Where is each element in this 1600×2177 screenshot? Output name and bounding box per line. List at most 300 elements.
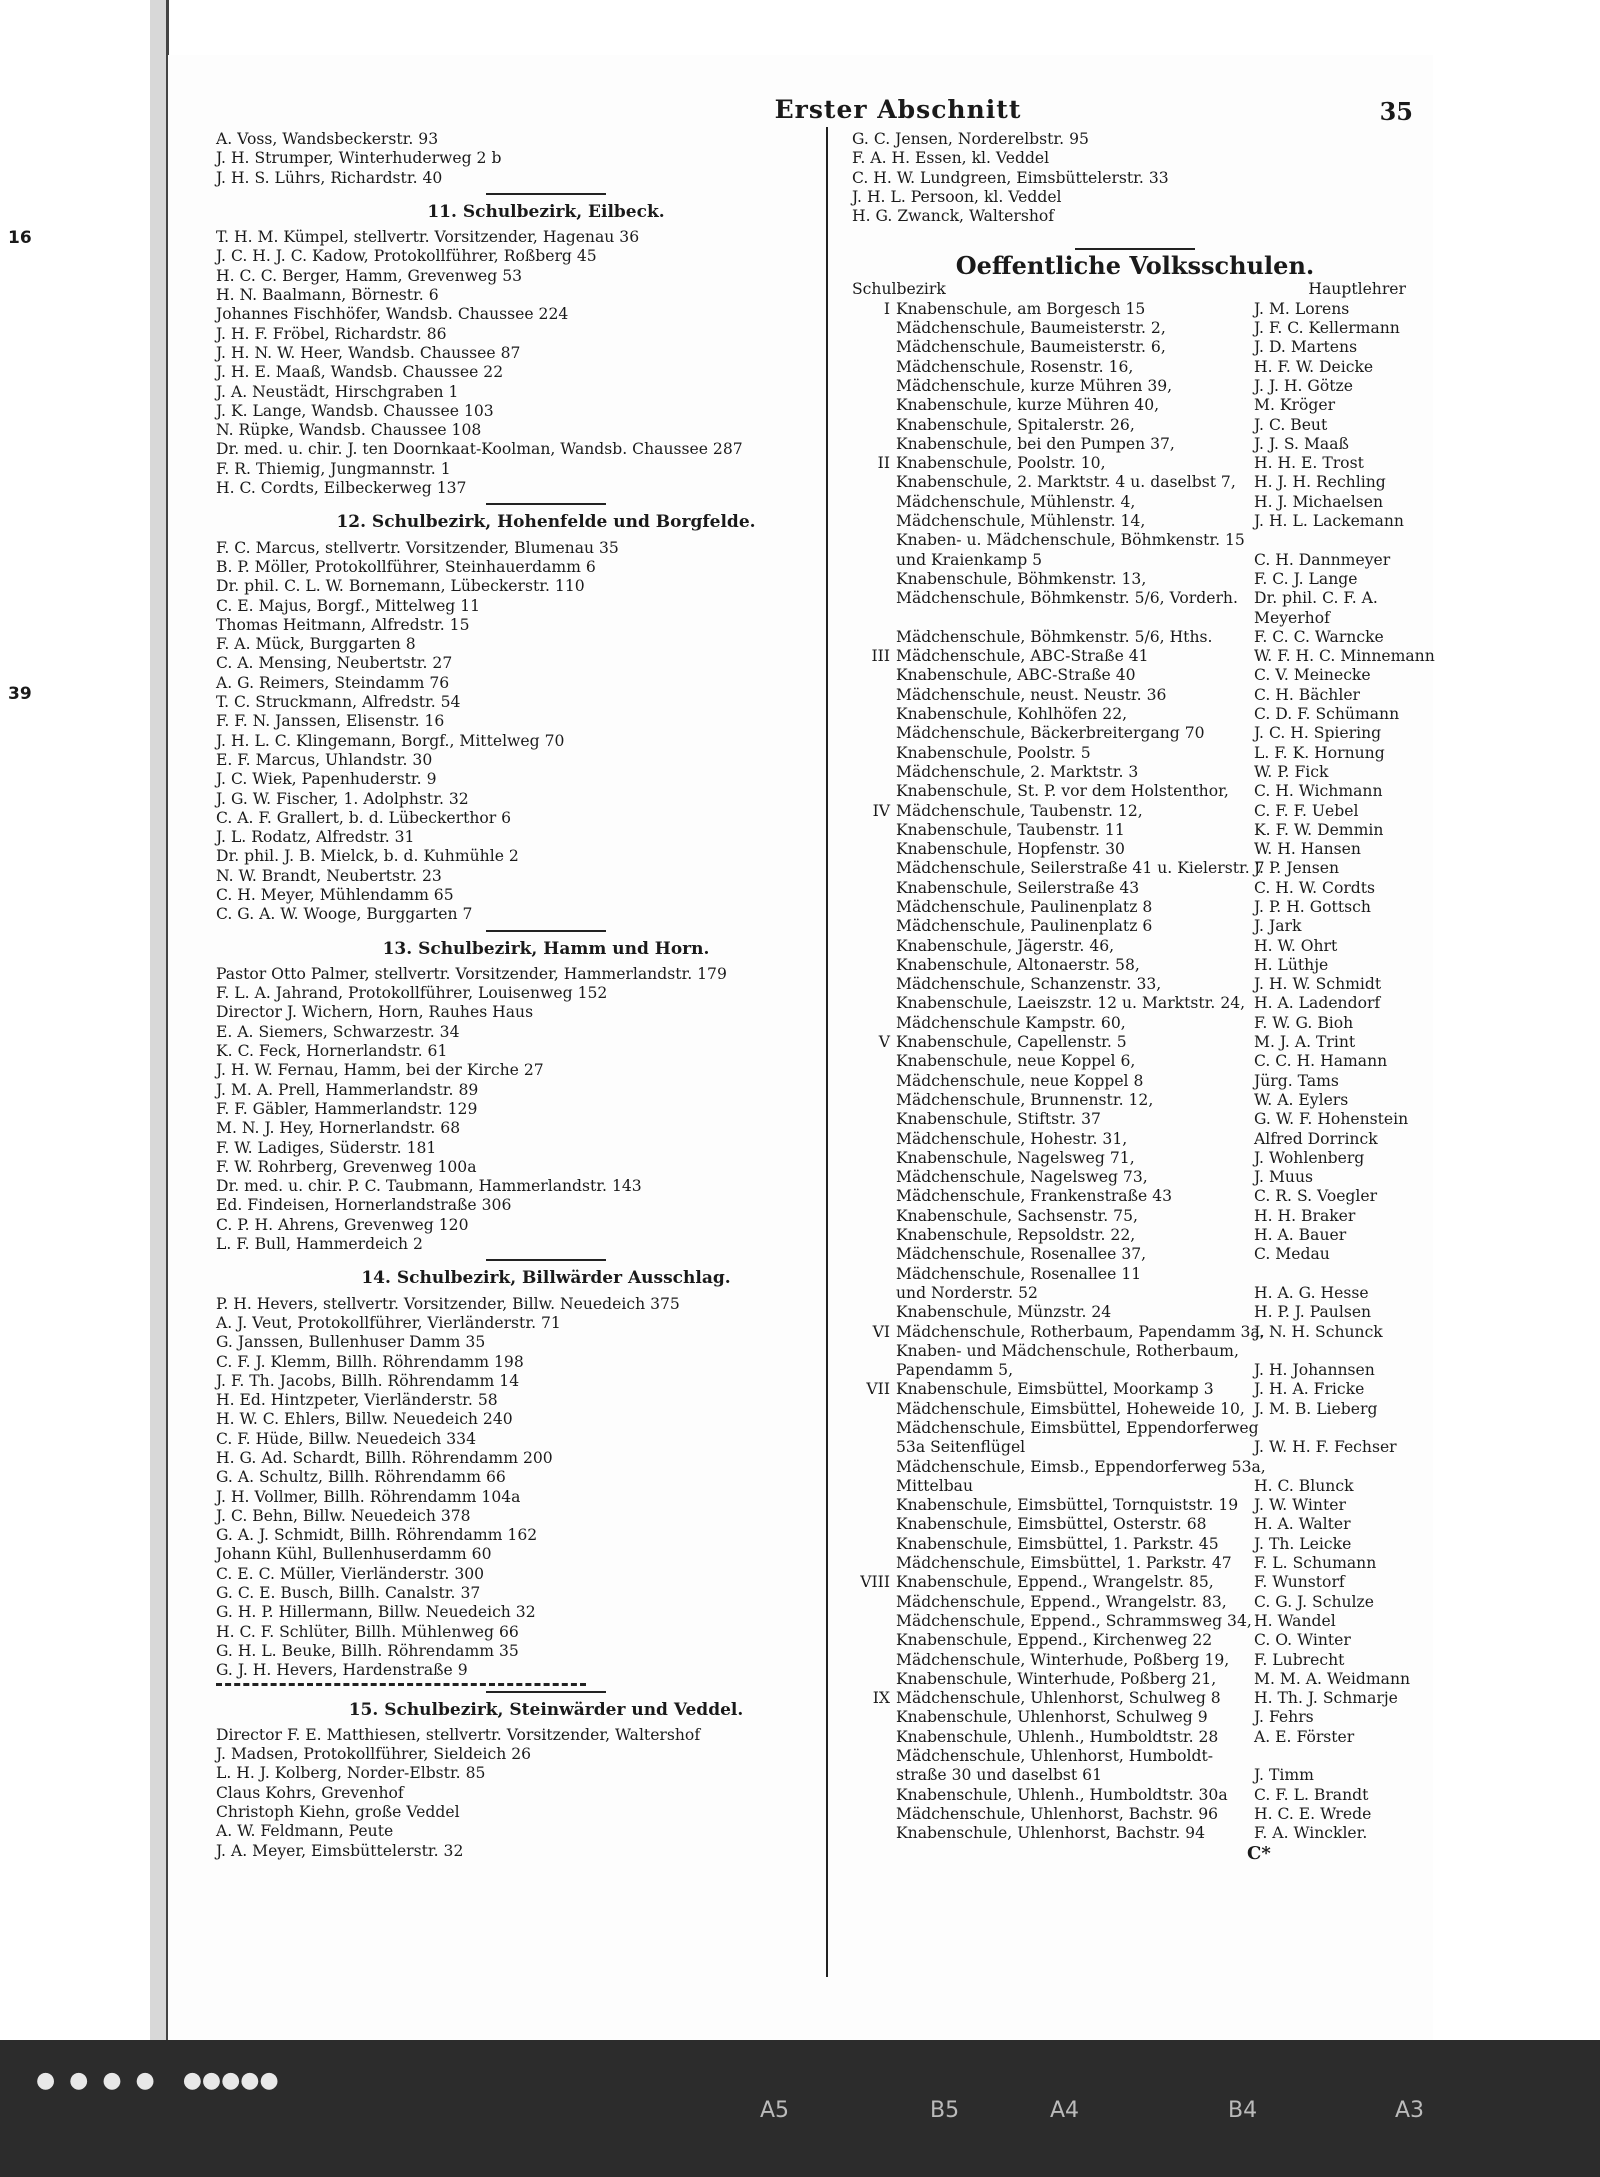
list-item: H. C. F. Schlüter, Billh. Mühlenweg 66 <box>216 1622 519 1641</box>
school-name: Knabenschule, Altonaerstr. 58, <box>896 955 1140 974</box>
table-row <box>852 1747 1418 1766</box>
head-teacher: H. J. Michaelsen <box>1254 492 1383 511</box>
list-item: N. W. Brandt, Neubertstr. 23 <box>216 866 442 885</box>
table-row <box>852 686 1418 705</box>
list-item: K. C. Feck, Hornerlandstr. 61 <box>216 1042 448 1061</box>
list-item: J. G. W. Fischer, 1. Adolphstr. 32 <box>216 789 469 808</box>
school-name: Knabenschule, Kohlhöfen 22, <box>896 705 1128 724</box>
list-item: A. G. Reimers, Steindamm 76 <box>216 673 450 692</box>
strip-mark: A5 <box>760 2098 790 2123</box>
head-teacher: H. A. G. Hesse <box>1254 1283 1369 1302</box>
strip-mark: B4 <box>1228 2098 1258 2123</box>
head-teacher: J. W. H. F. Fechser <box>1254 1438 1397 1457</box>
school-name: Knabenschule, Münzstr. 24 <box>896 1303 1112 1322</box>
section-title: 11. Schulbezirk, Eilbeck. <box>427 201 665 222</box>
table-row <box>852 1361 1418 1380</box>
school-name: Knabenschule, Eimsbüttel, Osterstr. 68 <box>896 1515 1207 1534</box>
table-row <box>852 802 1418 821</box>
school-name: und Kraienkamp 5 <box>896 550 1043 569</box>
head-teacher: F. C. C. Warncke <box>1254 627 1384 646</box>
head-teacher: H. J. H. Rechling <box>1254 473 1386 492</box>
list-item: L. H. J. Kolberg, Norder-Elbstr. 85 <box>216 1764 486 1783</box>
list-item: Dr. phil. J. B. Mielck, b. d. Kuhmühle 2 <box>216 847 519 866</box>
right-column <box>852 130 1435 1864</box>
table-row <box>852 1786 1418 1805</box>
list-item: F. A. H. Essen, kl. Veddel <box>852 149 1050 168</box>
school-name: Knabenschule, Eimsbüttel, Tornquiststr. 19 <box>896 1496 1239 1515</box>
table-row <box>852 1033 1418 1052</box>
head-teacher: M. M. A. Weidmann <box>1254 1669 1411 1688</box>
school-name: Mädchenschule, Brunnenstr. 12, <box>896 1090 1154 1109</box>
head-teacher: H. C. Blunck <box>1254 1476 1354 1495</box>
school-name: Mädchenschule, Seilerstraße 41 u. Kielerstr. 7 <box>896 859 1265 878</box>
list-item: Director F. E. Matthiesen, stellvertr. Vorsitzender, Waltershof <box>216 1725 701 1744</box>
table-row <box>852 589 1418 608</box>
list-item: E. F. Marcus, Uhlandstr. 30 <box>216 750 433 769</box>
school-name: Knabenschule, Uhlenhorst, Schulweg 9 <box>896 1708 1208 1727</box>
school-name: Mädchenschule, neust. Neustr. 36 <box>896 685 1167 704</box>
list-item: J. H. L. C. Klingemann, Borgf., Mittelweg 70 <box>216 731 565 750</box>
section-title: 15. Schulbezirk, Steinwärder und Veddel. <box>348 1699 744 1720</box>
list-item: Thomas Heitmann, Alfredstr. 15 <box>216 615 470 634</box>
strip-mark: B5 <box>930 2098 960 2123</box>
head-teacher: H. W. Ohrt <box>1254 936 1338 955</box>
school-name: Knaben- u. Mädchenschule, Böhmkenstr. 15 <box>896 531 1245 550</box>
school-name: Knabenschule, Uhlenh., Humboldtstr. 30a <box>896 1785 1228 1804</box>
head-teacher: H. A. Bauer <box>1254 1226 1347 1245</box>
school-name: Mädchenschule, Mühlenstr. 4, <box>896 492 1136 511</box>
list-item: J. A. Meyer, Eimsbüttelerstr. 32 <box>216 1841 464 1860</box>
school-name: Mädchenschule, Mühlenstr. 14, <box>896 512 1146 531</box>
list-item: J. F. Th. Jacobs, Billh. Röhrendamm 14 <box>216 1371 520 1390</box>
strip-mark: A3 <box>1395 2098 1425 2123</box>
table-row <box>852 1226 1418 1245</box>
table-row <box>852 609 1418 628</box>
head-teacher: H. P. J. Paulsen <box>1254 1303 1372 1322</box>
list-item: G. Janssen, Bullenhuser Damm 35 <box>216 1333 486 1352</box>
table-row <box>852 1612 1418 1631</box>
district-number: VII <box>866 1380 890 1399</box>
head-teacher: C. G. J. Schulze <box>1254 1592 1374 1611</box>
head-teacher: H. F. W. Deicke <box>1254 357 1374 376</box>
table-row <box>852 435 1418 454</box>
school-name: Knabenschule, Eimsbüttel, 1. Parkstr. 45 <box>896 1534 1219 1553</box>
school-name: Knabenschule, ABC-Straße 40 <box>896 666 1136 685</box>
table-row <box>852 1670 1418 1689</box>
school-name: Knabenschule, kurze Mühren 40, <box>896 396 1160 415</box>
film-strip <box>0 2040 1600 2177</box>
head-teacher: C. F. L. Brandt <box>1254 1785 1369 1804</box>
table-row <box>852 1168 1418 1187</box>
list-item: J. C. Behn, Billw. Neuedeich 378 <box>216 1506 471 1525</box>
table-row <box>852 1342 1418 1361</box>
school-name: Mädchenschule, Uhlenhorst, Schulweg 8 <box>896 1689 1221 1708</box>
table-row <box>852 744 1418 763</box>
list-item: F. W. Rohrberg, Grevenweg 100a <box>216 1157 477 1176</box>
list-item: G. C. E. Busch, Billh. Canalstr. 37 <box>216 1584 481 1603</box>
table-row <box>852 1419 1418 1438</box>
school-name: Knabenschule, Nagelsweg 71, <box>896 1148 1135 1167</box>
table-row <box>852 1303 1418 1322</box>
school-name: Knabenschule, Poolstr. 10, <box>896 454 1106 473</box>
district-number: II <box>877 454 890 473</box>
table-row <box>852 1091 1418 1110</box>
list-item: C. F. J. Klemm, Billh. Röhrendamm 198 <box>216 1352 524 1371</box>
table-row <box>852 879 1418 898</box>
table-row <box>852 570 1418 589</box>
head-teacher: J. Wohlenberg <box>1254 1148 1365 1167</box>
school-name: Knabenschule, Taubenstr. 11 <box>896 820 1125 839</box>
head-teacher: H. A. Walter <box>1254 1515 1351 1534</box>
list-item: H. C. Cordts, Eilbeckerweg 137 <box>216 479 467 498</box>
page-binding-edge <box>150 0 169 2040</box>
list-item: J. M. A. Prell, Hammerlandstr. 89 <box>216 1080 479 1099</box>
right-top-entries <box>852 130 1418 226</box>
school-name: Mädchenschule, Eimsbüttel, 1. Parkstr. 47 <box>896 1554 1232 1573</box>
list-item: C. E. C. Müller, Vierländerstr. 300 <box>216 1564 485 1583</box>
list-item: F. F. N. Janssen, Elisenstr. 16 <box>216 712 445 731</box>
head-teacher: K. F. W. Demmin <box>1254 820 1384 839</box>
head-teacher: J. D. Martens <box>1254 338 1358 357</box>
school-name: Mädchenschule, Taubenstr. 12, <box>896 801 1143 820</box>
head-teacher: J. Th. Leicke <box>1254 1534 1352 1553</box>
school-name: Knabenschule, Böhmkenstr. 13, <box>896 569 1147 588</box>
table-row <box>852 937 1418 956</box>
list-item: E. A. Siemers, Schwarzestr. 34 <box>216 1022 460 1041</box>
school-name: Knabenschule, Eppend., Wrangelstr. 85, <box>896 1573 1214 1592</box>
head-teacher: J. M. B. Lieberg <box>1254 1399 1378 1418</box>
table-row <box>852 1631 1418 1650</box>
head-teacher: J. Fehrs <box>1254 1708 1314 1727</box>
list-item: C. P. H. Ahrens, Grevenweg 120 <box>216 1215 469 1234</box>
table-row <box>852 1708 1418 1727</box>
head-teacher: J. F. C. Kellermann <box>1254 319 1400 338</box>
school-name: Mädchenschule, Paulinenplatz 6 <box>896 917 1153 936</box>
section-rule <box>486 193 606 195</box>
list-item: J. H. N. W. Heer, Wandsb. Chaussee 87 <box>216 343 521 362</box>
school-table <box>852 299 1435 1844</box>
list-item: Johannes Fischhöfer, Wandsb. Chaussee 224 <box>216 305 569 324</box>
head-teacher: J. P. H. Gottsch <box>1254 897 1371 916</box>
list-item: N. Rüpke, Wandsb. Chaussee 108 <box>216 421 482 440</box>
list-item: G. C. Jensen, Norderelbstr. 95 <box>852 130 1089 148</box>
head-teacher: J. Muus <box>1254 1168 1314 1187</box>
list-item: G. H. L. Beuke, Billh. Röhrendamm 35 <box>216 1641 519 1660</box>
list-item: H. G. Ad. Schardt, Billh. Röhrendamm 200 <box>216 1449 553 1467</box>
table-row <box>852 377 1418 396</box>
head-teacher: W. A. Eylers <box>1254 1090 1349 1109</box>
school-name: Knabenschule, Eppend., Kirchenweg 22 <box>896 1631 1213 1650</box>
footer-mark: C* <box>1247 1842 1271 1864</box>
table-row <box>852 1651 1418 1670</box>
school-name: Knaben- und Mädchenschule, Rotherbaum, <box>896 1341 1239 1360</box>
school-name: Mädchenschule, Bäckerbreitergang 70 <box>896 724 1205 743</box>
table-row <box>852 493 1418 512</box>
head-teacher: J. J. H. Götze <box>1254 376 1353 395</box>
table-row <box>852 473 1418 492</box>
head-teacher: H. Lüthje <box>1254 955 1329 974</box>
head-teacher: C. D. F. Schümann <box>1254 705 1400 724</box>
head-teacher: C. O. Winter <box>1254 1631 1351 1650</box>
school-name: Knabenschule, St. P. vor dem Holstenthor, <box>896 782 1229 801</box>
table-row <box>852 1573 1418 1592</box>
table-row <box>852 1458 1418 1477</box>
head-teacher: C. H. Dannmeyer <box>1254 550 1391 569</box>
table-row <box>852 1535 1418 1554</box>
list-item: H. Ed. Hintzpeter, Vierländerstr. 58 <box>216 1391 498 1410</box>
table-row <box>852 1149 1418 1168</box>
list-item: B. P. Möller, Protokollführer, Steinhauerdamm 6 <box>216 557 596 576</box>
strip-dots: ● ● ● ● ●●●●● <box>36 2068 279 2093</box>
table-row <box>852 821 1418 840</box>
table-row <box>852 859 1418 878</box>
school-name: Mädchenschule, Uhlenhorst, Bachstr. 96 <box>896 1804 1219 1823</box>
school-name: Knabenschule, neue Koppel 6, <box>896 1052 1136 1071</box>
head-teacher: J. Jark <box>1254 917 1302 936</box>
list-item: T. H. M. Kümpel, stellvertr. Vorsitzender, Hagenau 36 <box>216 228 640 247</box>
school-name: Mädchenschule, Böhmkenstr. 5/6, Vorderh. <box>896 589 1238 608</box>
head-teacher: H. Th. J. Schmarje <box>1254 1689 1398 1708</box>
list-item: Dr. phil. C. L. W. Bornemann, Lübeckerstr. 110 <box>216 577 585 596</box>
school-name: Mädchenschule, Winterhude, Poßberg 19, <box>896 1650 1230 1669</box>
school-name: Knabenschule, Uhlenhorst, Bachstr. 94 <box>896 1824 1206 1843</box>
table-row <box>852 898 1418 917</box>
table-row <box>852 1265 1418 1284</box>
table-row <box>852 358 1418 377</box>
table-row <box>852 1593 1418 1612</box>
section-rule <box>486 1691 606 1693</box>
head-teacher: M. Kröger <box>1254 396 1336 415</box>
list-item: G. A. J. Schmidt, Billh. Röhrendamm 162 <box>216 1526 538 1545</box>
school-name: Knabenschule, 2. Marktstr. 4 u. daselbst 7, <box>896 473 1236 492</box>
school-name: Mädchenschule, Baumeisterstr. 2, <box>896 319 1166 338</box>
list-item: H. N. Baalmann, Börnestr. 6 <box>216 286 439 305</box>
school-name: Mädchenschule, Böhmkenstr. 5/6, Hths. <box>896 627 1213 646</box>
school-name: Knabenschule, Hopfenstr. 30 <box>896 840 1125 859</box>
head-teacher: J. J. S. Maaß <box>1254 434 1349 453</box>
head-teacher: J. H. W. Schmidt <box>1254 975 1382 994</box>
table-row <box>852 531 1418 550</box>
school-name: Knabenschule, Jägerstr. 46, <box>896 936 1115 955</box>
table-row <box>852 917 1418 936</box>
list-item: F. L. A. Jahrand, Protokollführer, Louisenweg 152 <box>216 984 608 1003</box>
document-page <box>168 55 1433 2040</box>
school-name: Mädchenschule, Baumeisterstr. 6, <box>896 338 1166 357</box>
list-item: A. J. Veut, Protokollführer, Vierländerstr. 71 <box>216 1313 561 1332</box>
left-column <box>216 130 876 1861</box>
left-top-entries <box>216 130 876 188</box>
school-name: Mädchenschule Kampstr. 60, <box>896 1013 1126 1032</box>
school-name: Mädchenschule, Eimsb., Eppendorferweg 53a, <box>896 1457 1266 1476</box>
list-item: Director J. Wichern, Horn, Rauhes Haus <box>216 1003 534 1022</box>
school-name: Knabenschule, Repsoldstr. 22, <box>896 1226 1136 1245</box>
page-header <box>168 95 1433 125</box>
list-item: C. H. W. Lundgreen, Eimsbüttelerstr. 33 <box>852 168 1169 187</box>
table-row <box>852 1245 1418 1264</box>
school-name: Knabenschule, Seilerstraße 43 <box>896 878 1140 897</box>
table-row <box>852 1824 1418 1843</box>
table-row <box>852 666 1418 685</box>
head-teacher: Alfred Dorrinck <box>1254 1129 1378 1148</box>
head-teacher: J. H. L. Lackemann <box>1254 512 1404 531</box>
head-teacher: F. L. Schumann <box>1254 1554 1377 1573</box>
school-name: Mädchenschule, Rotherbaum, Papendamm 3a, <box>896 1322 1265 1341</box>
school-name: und Norderstr. 52 <box>896 1283 1038 1302</box>
head-teacher: C. H. Wichmann <box>1254 782 1383 801</box>
table-row <box>852 1515 1418 1534</box>
school-name: Knabenschule, Spitalerstr. 26, <box>896 415 1135 434</box>
list-item: T. C. Struckmann, Alfredstr. 54 <box>216 693 461 712</box>
school-name: Mädchenschule, Schanzenstr. 33, <box>896 975 1162 994</box>
list-item: F. A. Mück, Burggarten 8 <box>216 635 416 654</box>
school-name: Knabenschule, Sachsenstr. 75, <box>896 1206 1138 1225</box>
school-name: Mädchenschule, Rosenallee 37, <box>896 1245 1147 1264</box>
head-teacher: F. C. J. Lange <box>1254 569 1358 588</box>
list-item: J. Madsen, Protokollführer, Sieldeich 26 <box>216 1745 532 1764</box>
list-item: J. H. E. Maaß, Wandsb. Chaussee 22 <box>216 363 504 382</box>
school-name: Mädchenschule, 2. Marktstr. 3 <box>896 762 1139 781</box>
list-item: J. L. Rodatz, Alfredstr. 31 <box>216 828 415 847</box>
table-row <box>852 551 1418 570</box>
section-heading: Oeffentliche Volksschulen. <box>955 251 1315 281</box>
table-row <box>852 705 1418 724</box>
table-row <box>852 1207 1418 1226</box>
school-name: Mädchenschule, Nagelsweg 73, <box>896 1168 1148 1187</box>
list-item: L. F. Bull, Hammerdeich 2 <box>216 1235 423 1254</box>
school-name: Knabenschule, Laeiszstr. 12 u. Marktstr. 24, <box>896 994 1246 1013</box>
list-item: M. N. J. Hey, Hornerlandstr. 68 <box>216 1119 461 1138</box>
school-name: 53a Seitenflügel <box>896 1438 1026 1457</box>
left-sections <box>216 203 876 1861</box>
table-row <box>852 840 1418 859</box>
head-teacher: C. V. Meinecke <box>1254 666 1371 685</box>
column-header-teacher: Hauptlehrer <box>1308 279 1406 298</box>
district-number: IX <box>872 1689 890 1708</box>
column-header-district: Schulbezirk <box>852 279 946 298</box>
head-teacher: J. C. Beut <box>1254 415 1328 434</box>
head-teacher: H. A. Ladendorf <box>1254 994 1381 1013</box>
school-name: Knabenschule, am Borgesch 15 <box>896 299 1146 318</box>
list-item: J. H. F. Fröbel, Richardstr. 86 <box>216 324 447 343</box>
list-item: F. C. Marcus, stellvertr. Vorsitzender, Blumenau 35 <box>216 538 619 557</box>
table-row <box>852 338 1418 357</box>
list-item: Johann Kühl, Bullenhuserdamm 60 <box>216 1545 492 1564</box>
list-item: H. G. Zwanck, Waltershof <box>852 207 1055 226</box>
school-name: Mittelbau <box>896 1476 974 1495</box>
table-row <box>852 763 1418 782</box>
table-row <box>852 1805 1418 1824</box>
scan-margin-left <box>0 0 150 2040</box>
list-item: H. C. C. Berger, Hamm, Grevenweg 53 <box>216 266 523 285</box>
list-item: C. A. F. Grallert, b. d. Lübeckerthor 6 <box>216 808 512 827</box>
list-item: C. F. Hüde, Billw. Neuedeich 334 <box>216 1429 477 1448</box>
head-teacher: W. H. Hansen <box>1254 840 1361 859</box>
school-name: Knabenschule, Capellenstr. 5 <box>896 1033 1127 1052</box>
table-row <box>852 1766 1418 1785</box>
list-item: A. Voss, Wandsbeckerstr. 93 <box>216 130 439 148</box>
head-teacher: C. H. W. Cordts <box>1254 878 1376 897</box>
list-item: G. H. P. Hillermann, Billw. Neuedeich 32 <box>216 1603 536 1622</box>
table-row <box>852 994 1418 1013</box>
school-name: Mädchenschule, kurze Mühren 39, <box>896 376 1173 395</box>
list-item: F. F. Gäbler, Hammerlandstr. 129 <box>216 1099 478 1118</box>
table-row <box>852 1689 1418 1708</box>
list-item: C. H. Meyer, Mühlendamm 65 <box>216 885 454 904</box>
list-item: A. W. Feldmann, Peute <box>216 1822 394 1841</box>
head-teacher: J. M. Lorens <box>1254 299 1350 318</box>
school-name: Papendamm 5, <box>896 1361 1014 1380</box>
table-row <box>852 1187 1418 1206</box>
section-title: 13. Schulbezirk, Hamm und Horn. <box>382 938 710 959</box>
head-teacher: L. F. K. Hornung <box>1254 743 1385 762</box>
school-name: Knabenschule, Stiftstr. 37 <box>896 1110 1101 1129</box>
table-row <box>852 1284 1418 1303</box>
head-teacher: H. H. Braker <box>1254 1206 1356 1225</box>
head-teacher: J. P. Jensen <box>1254 859 1339 878</box>
school-name: Mädchenschule, Eimsbüttel, Eppendorferweg <box>896 1419 1259 1437</box>
table-row <box>852 782 1418 801</box>
table-row <box>852 512 1418 531</box>
school-name: Knabenschule, Eimsbüttel, Moorkamp 3 <box>896 1380 1214 1399</box>
section-rule <box>486 503 606 505</box>
table-row <box>852 300 1418 319</box>
list-item: Christoph Kiehn, große Veddel <box>216 1803 460 1822</box>
head-teacher: A. E. Förster <box>1254 1727 1355 1746</box>
list-item: J. H. Strumper, Winterhuderweg 2 b <box>216 149 502 168</box>
head-teacher: G. W. F. Hohenstein <box>1254 1110 1409 1129</box>
list-item: F. R. Thiemig, Jungmannstr. 1 <box>216 459 451 478</box>
table-row <box>852 1052 1418 1071</box>
head-teacher: C. C. H. Hamann <box>1254 1052 1388 1071</box>
table-row <box>852 1072 1418 1091</box>
list-item: G. J. H. Hevers, Hardenstraße 9 <box>216 1661 468 1680</box>
school-name: Knabenschule, bei den Pumpen 37, <box>896 434 1175 453</box>
table-row <box>852 1130 1418 1149</box>
school-name: Knabenschule, Uhlenh., Humboldtstr. 28 <box>896 1727 1219 1746</box>
school-name: Knabenschule, Winterhude, Poßberg 21, <box>896 1669 1217 1688</box>
school-name: Knabenschule, Poolstr. 5 <box>896 743 1091 762</box>
head-teacher: H. H. E. Trost <box>1254 454 1364 473</box>
head-teacher: F. A. Winckler. <box>1254 1824 1368 1843</box>
head-teacher: Meyerhof <box>1254 608 1330 627</box>
head-teacher: F. Lubrecht <box>1254 1650 1345 1669</box>
head-teacher: F. Wunstorf <box>1254 1573 1345 1592</box>
list-item: Pastor Otto Palmer, stellvertr. Vorsitzender, Hammerlandstr. 179 <box>216 964 727 983</box>
head-teacher: Dr. phil. C. F. A. <box>1254 589 1378 608</box>
list-item: J. H. W. Fernau, Hamm, bei der Kirche 27 <box>216 1061 544 1080</box>
table-row <box>852 454 1418 473</box>
table-row <box>852 647 1435 666</box>
head-teacher: M. J. A. Trint <box>1254 1033 1356 1052</box>
list-item: Ed. Findeisen, Hornerlandstraße 306 <box>216 1196 512 1215</box>
head-teacher: C. F. F. Uebel <box>1254 801 1359 820</box>
list-item: J. H. Vollmer, Billh. Röhrendamm 104a <box>216 1487 521 1506</box>
table-row <box>852 1380 1418 1399</box>
head-teacher: Jürg. Tams <box>1254 1071 1339 1090</box>
section-rule <box>1075 248 1195 250</box>
list-item: C. E. Majus, Borgf., Mittelweg 11 <box>216 596 481 615</box>
table-row <box>852 1323 1418 1342</box>
district-number: V <box>878 1033 890 1052</box>
table-row <box>852 1014 1418 1033</box>
head-teacher: C. H. Bächler <box>1254 685 1361 704</box>
school-name: Mädchenschule, Rosenallee 11 <box>896 1264 1142 1283</box>
district-number: III <box>871 647 890 666</box>
head-teacher: J. H. A. Fricke <box>1254 1380 1365 1399</box>
head-teacher: H. Wandel <box>1254 1611 1336 1630</box>
list-item: Dr. med. u. chir. P. C. Taubmann, Hammerlandstr. 143 <box>216 1177 642 1196</box>
list-item: Dr. med. u. chir. J. ten Doornkaat-Koolman, Wandsb. Chaussee 287 <box>216 440 743 459</box>
